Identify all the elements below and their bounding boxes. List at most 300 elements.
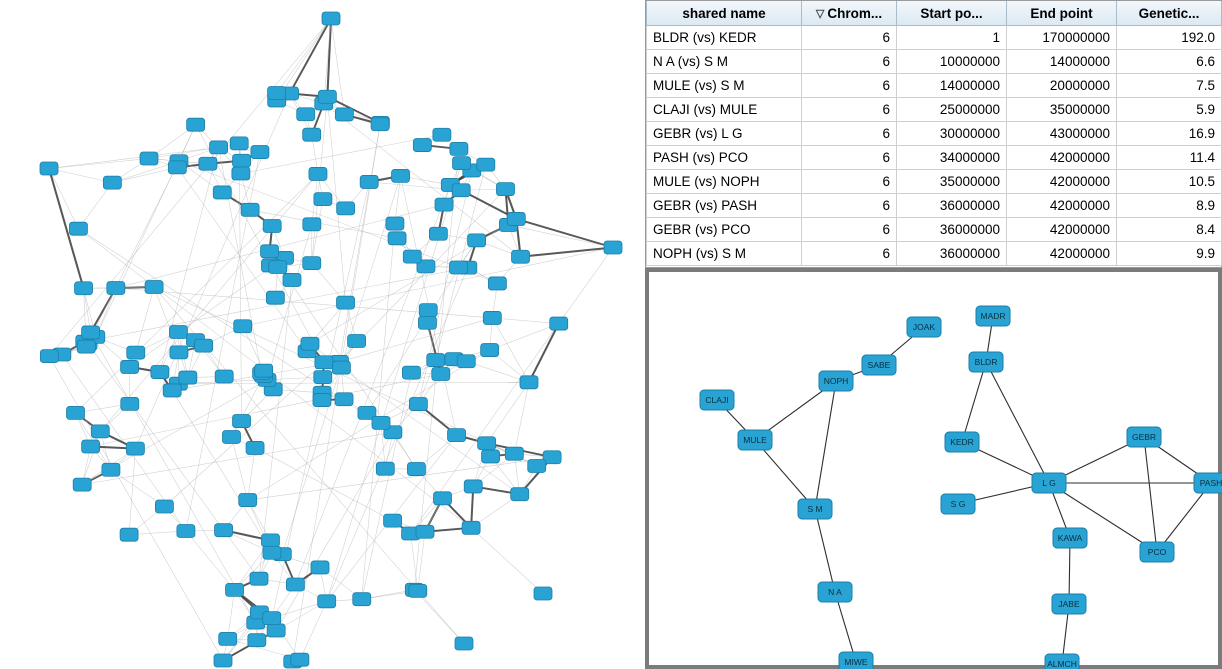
network-edge[interactable]	[471, 528, 543, 594]
network-node[interactable]	[77, 340, 95, 353]
network-node[interactable]	[505, 447, 523, 460]
node-shape[interactable]	[241, 203, 259, 216]
network-node[interactable]	[251, 146, 269, 159]
network-node[interactable]	[266, 291, 284, 304]
network-edge[interactable]	[492, 318, 558, 324]
node-shape[interactable]	[318, 90, 336, 103]
network-edge[interactable]	[241, 135, 442, 174]
node-shape[interactable]	[945, 432, 979, 452]
network-node[interactable]	[528, 460, 546, 473]
node-shape[interactable]	[505, 447, 523, 460]
network-node[interactable]	[450, 261, 468, 274]
node-shape[interactable]	[1045, 654, 1079, 669]
network-node[interactable]	[481, 344, 499, 357]
network-edge[interactable]	[228, 590, 235, 639]
table-row[interactable]	[647, 242, 1222, 266]
network-node[interactable]	[226, 583, 244, 596]
node-shape[interactable]	[239, 494, 257, 507]
node-shape[interactable]	[969, 352, 1003, 372]
table-cell[interactable]: GEBR (vs) PCO	[647, 218, 802, 242]
node-shape[interactable]	[303, 257, 321, 270]
table-cell[interactable]: 10.5	[1117, 170, 1222, 194]
node-shape[interactable]	[67, 406, 85, 419]
node-shape[interactable]	[233, 154, 251, 167]
network-node[interactable]	[107, 282, 125, 295]
node-shape[interactable]	[40, 162, 58, 175]
network-node[interactable]	[335, 393, 353, 406]
network-node[interactable]	[303, 128, 321, 141]
table-cell[interactable]: 14000000	[897, 74, 1007, 98]
network-node[interactable]	[386, 217, 404, 230]
subnetwork-node[interactable]	[862, 355, 896, 375]
network-node[interactable]	[195, 339, 213, 352]
network-node[interactable]	[232, 167, 250, 180]
node-shape[interactable]	[482, 450, 500, 463]
node-shape[interactable]	[69, 222, 87, 235]
network-node[interactable]	[67, 406, 85, 419]
node-shape[interactable]	[261, 245, 279, 258]
network-edge[interactable]	[186, 531, 235, 590]
node-shape[interactable]	[210, 141, 228, 154]
node-shape[interactable]	[386, 217, 404, 230]
node-shape[interactable]	[371, 118, 389, 131]
network-edge[interactable]	[277, 19, 331, 93]
node-shape[interactable]	[462, 521, 480, 534]
table-cell[interactable]: 6.6	[1117, 50, 1222, 74]
node-shape[interactable]	[40, 350, 58, 363]
table-cell[interactable]: 6	[802, 218, 897, 242]
node-shape[interactable]	[360, 175, 378, 188]
node-shape[interactable]	[145, 281, 163, 294]
node-shape[interactable]	[215, 524, 233, 537]
table-cell[interactable]: 6	[802, 242, 897, 266]
network-node[interactable]	[520, 376, 538, 389]
node-shape[interactable]	[413, 139, 431, 152]
node-shape[interactable]	[121, 360, 139, 373]
network-edge[interactable]	[516, 219, 613, 248]
table-row[interactable]	[647, 122, 1222, 146]
table-cell[interactable]: N A (vs) S M	[647, 50, 802, 74]
subnetwork-node[interactable]	[945, 432, 979, 452]
network-node[interactable]	[214, 654, 232, 667]
network-node[interactable]	[268, 86, 286, 99]
network-node[interactable]	[250, 572, 268, 585]
network-node[interactable]	[170, 346, 188, 359]
node-shape[interactable]	[435, 198, 453, 211]
node-shape[interactable]	[266, 291, 284, 304]
network-node[interactable]	[297, 108, 315, 121]
network-node[interactable]	[315, 356, 333, 369]
table-cell[interactable]: 42000000	[1007, 146, 1117, 170]
network-edge[interactable]	[49, 169, 112, 183]
network-node[interactable]	[286, 578, 304, 591]
node-shape[interactable]	[102, 463, 120, 476]
node-shape[interactable]	[121, 397, 139, 410]
table-cell[interactable]: 30000000	[897, 122, 1007, 146]
node-shape[interactable]	[268, 86, 286, 99]
node-shape[interactable]	[1053, 528, 1087, 548]
subnetwork-node[interactable]	[1045, 654, 1079, 669]
network-node[interactable]	[199, 157, 217, 170]
node-shape[interactable]	[291, 653, 309, 666]
node-shape[interactable]	[457, 355, 475, 368]
network-node[interactable]	[464, 480, 482, 493]
network-node[interactable]	[177, 524, 195, 537]
network-node[interactable]	[145, 281, 163, 294]
node-shape[interactable]	[372, 416, 390, 429]
node-shape[interactable]	[407, 463, 425, 476]
network-node[interactable]	[261, 534, 279, 547]
table-cell[interactable]: 43000000	[1007, 122, 1117, 146]
network-node[interactable]	[187, 118, 205, 131]
subnetwork-edge[interactable]	[1144, 437, 1157, 552]
node-shape[interactable]	[1127, 427, 1161, 447]
node-shape[interactable]	[233, 415, 251, 428]
node-shape[interactable]	[230, 137, 248, 150]
table-cell[interactable]: 36000000	[897, 194, 1007, 218]
network-node[interactable]	[126, 442, 144, 455]
network-node[interactable]	[303, 218, 321, 231]
table-cell[interactable]: 16.9	[1117, 122, 1222, 146]
node-shape[interactable]	[450, 261, 468, 274]
node-shape[interactable]	[322, 12, 340, 25]
table-cell[interactable]: 25000000	[897, 98, 1007, 122]
network-node[interactable]	[482, 450, 500, 463]
node-shape[interactable]	[418, 316, 436, 329]
subnetwork-edge[interactable]	[986, 362, 1049, 483]
network-node[interactable]	[314, 193, 332, 206]
node-shape[interactable]	[234, 320, 252, 333]
subnetwork-node[interactable]	[738, 430, 772, 450]
subnetwork-edge[interactable]	[815, 509, 835, 592]
node-shape[interactable]	[255, 364, 273, 377]
table-cell[interactable]: MULE (vs) NOPH	[647, 170, 802, 194]
subnetwork-node[interactable]	[1194, 473, 1222, 493]
network-node[interactable]	[604, 241, 622, 254]
table-cell[interactable]: 6	[802, 122, 897, 146]
network-node[interactable]	[215, 524, 233, 537]
subnetwork-node[interactable]	[941, 494, 975, 514]
node-shape[interactable]	[468, 234, 486, 247]
node-shape[interactable]	[453, 157, 471, 170]
network-node[interactable]	[388, 232, 406, 245]
node-shape[interactable]	[452, 184, 470, 197]
network-node[interactable]	[402, 366, 420, 379]
node-shape[interactable]	[388, 232, 406, 245]
node-shape[interactable]	[213, 186, 231, 199]
node-shape[interactable]	[434, 492, 452, 505]
node-shape[interactable]	[419, 304, 437, 317]
network-node[interactable]	[384, 514, 402, 527]
network-node[interactable]	[313, 394, 331, 407]
network-node[interactable]	[82, 440, 100, 453]
node-shape[interactable]	[179, 371, 197, 384]
network-node[interactable]	[409, 584, 427, 597]
node-shape[interactable]	[75, 282, 93, 295]
subnetwork-node[interactable]	[969, 352, 1003, 372]
node-shape[interactable]	[798, 499, 832, 519]
network-node[interactable]	[234, 320, 252, 333]
node-shape[interactable]	[163, 384, 181, 397]
node-shape[interactable]	[738, 430, 772, 450]
node-shape[interactable]	[512, 250, 530, 263]
subnetwork-view[interactable]	[645, 268, 1222, 669]
filter-icon[interactable]: ▽	[815, 8, 825, 21]
table-cell[interactable]: BLDR (vs) KEDR	[647, 26, 802, 50]
network-node[interactable]	[488, 277, 506, 290]
network-node[interactable]	[318, 595, 336, 608]
node-shape[interactable]	[309, 167, 327, 180]
node-shape[interactable]	[314, 371, 332, 384]
network-node[interactable]	[73, 478, 91, 491]
network-node[interactable]	[40, 162, 58, 175]
network-node[interactable]	[511, 488, 529, 501]
table-cell[interactable]: 7.5	[1117, 74, 1222, 98]
node-shape[interactable]	[263, 612, 281, 625]
table-header-shared-name[interactable]	[647, 1, 802, 26]
network-node[interactable]	[267, 624, 285, 637]
subnetwork-node[interactable]	[1032, 473, 1066, 493]
network-nodes[interactable]	[40, 12, 622, 668]
network-node[interactable]	[462, 521, 480, 534]
table-cell[interactable]: 10000000	[897, 50, 1007, 74]
table-cell[interactable]: 6	[802, 98, 897, 122]
network-node[interactable]	[301, 337, 319, 350]
network-node[interactable]	[337, 202, 355, 215]
node-shape[interactable]	[432, 368, 450, 381]
network-node[interactable]	[222, 431, 240, 444]
network-node[interactable]	[360, 175, 378, 188]
node-shape[interactable]	[353, 593, 371, 606]
subnetwork-node[interactable]	[976, 306, 1010, 326]
node-shape[interactable]	[126, 442, 144, 455]
table-cell[interactable]: 42000000	[1007, 218, 1117, 242]
table-cell[interactable]: 42000000	[1007, 194, 1117, 218]
network-node[interactable]	[348, 334, 366, 347]
network-node[interactable]	[435, 198, 453, 211]
node-shape[interactable]	[313, 394, 331, 407]
network-node[interactable]	[283, 273, 301, 286]
network-edge[interactable]	[129, 449, 135, 535]
node-shape[interactable]	[91, 425, 109, 438]
network-edge[interactable]	[248, 350, 490, 500]
node-shape[interactable]	[348, 334, 366, 347]
node-shape[interactable]	[311, 561, 329, 574]
table-row[interactable]	[647, 26, 1222, 50]
network-node[interactable]	[263, 220, 281, 233]
network-node[interactable]	[433, 128, 451, 141]
network-node[interactable]	[40, 350, 58, 363]
node-shape[interactable]	[332, 361, 350, 374]
network-node[interactable]	[230, 137, 248, 150]
node-shape[interactable]	[1032, 473, 1066, 493]
network-node[interactable]	[69, 222, 87, 235]
network-node[interactable]	[335, 108, 353, 121]
node-shape[interactable]	[700, 390, 734, 410]
table-cell[interactable]: 36000000	[897, 218, 1007, 242]
table-header-genetic[interactable]	[1117, 1, 1222, 26]
node-shape[interactable]	[215, 370, 233, 383]
network-node[interactable]	[409, 398, 427, 411]
network-edge[interactable]	[136, 287, 154, 353]
network-node[interactable]	[311, 561, 329, 574]
network-node[interactable]	[102, 463, 120, 476]
table-cell[interactable]: 11.4	[1117, 146, 1222, 170]
table-cell[interactable]: GEBR (vs) PASH	[647, 194, 802, 218]
node-shape[interactable]	[427, 354, 445, 367]
table-cell[interactable]: 192.0	[1117, 26, 1222, 50]
node-shape[interactable]	[481, 344, 499, 357]
node-shape[interactable]	[819, 371, 853, 391]
node-shape[interactable]	[261, 534, 279, 547]
network-edge[interactable]	[300, 601, 327, 659]
node-shape[interactable]	[483, 311, 501, 324]
table-cell[interactable]: CLAJI (vs) MULE	[647, 98, 802, 122]
subnetwork-nodes[interactable]	[700, 306, 1222, 669]
node-shape[interactable]	[103, 176, 121, 189]
node-shape[interactable]	[199, 157, 217, 170]
node-shape[interactable]	[1052, 594, 1086, 614]
node-shape[interactable]	[941, 494, 975, 514]
table-cell[interactable]: 170000000	[1007, 26, 1117, 50]
network-node[interactable]	[434, 492, 452, 505]
table-cell[interactable]: 8.4	[1117, 218, 1222, 242]
node-shape[interactable]	[976, 306, 1010, 326]
node-shape[interactable]	[297, 108, 315, 121]
table-row[interactable]	[647, 146, 1222, 170]
network-node[interactable]	[263, 546, 281, 559]
network-node[interactable]	[309, 167, 327, 180]
subnetwork-node[interactable]	[1140, 542, 1174, 562]
network-node[interactable]	[318, 90, 336, 103]
network-node[interactable]	[120, 528, 138, 541]
node-shape[interactable]	[314, 193, 332, 206]
table-row[interactable]	[647, 98, 1222, 122]
network-edge[interactable]	[85, 268, 468, 342]
table-cell[interactable]: 5.9	[1117, 98, 1222, 122]
network-edge[interactable]	[418, 532, 425, 591]
node-shape[interactable]	[337, 296, 355, 309]
table-row[interactable]	[647, 50, 1222, 74]
network-node[interactable]	[91, 425, 109, 438]
node-shape[interactable]	[222, 431, 240, 444]
network-node[interactable]	[291, 653, 309, 666]
network-node[interactable]	[419, 304, 437, 317]
subnetwork-node[interactable]	[1127, 427, 1161, 447]
table-row[interactable]	[647, 74, 1222, 98]
subnetwork-node[interactable]	[798, 499, 832, 519]
table-row[interactable]	[647, 194, 1222, 218]
table-cell[interactable]: 8.9	[1117, 194, 1222, 218]
network-node[interactable]	[213, 186, 231, 199]
node-shape[interactable]	[267, 624, 285, 637]
table-cell[interactable]: 35000000	[1007, 98, 1117, 122]
table-cell[interactable]: 6	[802, 74, 897, 98]
network-edge[interactable]	[86, 161, 179, 346]
table-cell[interactable]: GEBR (vs) L G	[647, 122, 802, 146]
node-shape[interactable]	[214, 654, 232, 667]
node-shape[interactable]	[520, 376, 538, 389]
network-node[interactable]	[477, 158, 495, 171]
table-cell[interactable]: 14000000	[1007, 50, 1117, 74]
network-node[interactable]	[453, 157, 471, 170]
node-shape[interactable]	[416, 525, 434, 538]
table-cell[interactable]: 6	[802, 146, 897, 170]
node-shape[interactable]	[818, 582, 852, 602]
table-cell[interactable]: 42000000	[1007, 242, 1117, 266]
subnetwork-node[interactable]	[1053, 528, 1087, 548]
table-cell[interactable]: NOPH (vs) S M	[647, 242, 802, 266]
node-shape[interactable]	[488, 277, 506, 290]
node-shape[interactable]	[450, 142, 468, 155]
node-shape[interactable]	[219, 632, 237, 645]
network-node[interactable]	[210, 141, 228, 154]
node-shape[interactable]	[448, 429, 466, 442]
network-edge[interactable]	[290, 19, 331, 94]
network-node[interactable]	[418, 316, 436, 329]
network-node[interactable]	[413, 139, 431, 152]
network-node[interactable]	[248, 634, 266, 647]
network-node[interactable]	[314, 371, 332, 384]
node-shape[interactable]	[392, 169, 410, 182]
node-shape[interactable]	[511, 488, 529, 501]
node-shape[interactable]	[429, 227, 447, 240]
node-shape[interactable]	[550, 317, 568, 330]
network-node[interactable]	[448, 429, 466, 442]
network-node[interactable]	[353, 593, 371, 606]
node-shape[interactable]	[301, 337, 319, 350]
network-node[interactable]	[233, 415, 251, 428]
node-shape[interactable]	[604, 241, 622, 254]
subnetwork-edge[interactable]	[962, 362, 986, 442]
network-node[interactable]	[429, 227, 447, 240]
table-cell[interactable]: 1	[897, 26, 1007, 50]
network-node[interactable]	[550, 317, 568, 330]
network-node[interactable]	[82, 326, 100, 339]
node-shape[interactable]	[77, 340, 95, 353]
node-shape[interactable]	[839, 652, 873, 669]
network-node[interactable]	[392, 169, 410, 182]
network-node[interactable]	[416, 525, 434, 538]
network-node[interactable]	[121, 397, 139, 410]
network-node[interactable]	[337, 296, 355, 309]
table-cell[interactable]: 34000000	[897, 146, 1007, 170]
network-edge[interactable]	[521, 248, 613, 257]
table-cell[interactable]: 6	[802, 194, 897, 218]
network-edge[interactable]	[49, 159, 149, 169]
node-shape[interactable]	[248, 634, 266, 647]
network-node[interactable]	[219, 632, 237, 645]
node-shape[interactable]	[286, 578, 304, 591]
node-shape[interactable]	[335, 393, 353, 406]
node-shape[interactable]	[246, 441, 264, 454]
node-shape[interactable]	[155, 500, 173, 513]
node-shape[interactable]	[496, 183, 514, 196]
table-cell[interactable]: 6	[802, 26, 897, 50]
table-header-end-point[interactable]	[1007, 1, 1117, 26]
network-edge[interactable]	[112, 167, 177, 182]
edge-table[interactable]	[646, 1, 1222, 266]
table-cell[interactable]: 20000000	[1007, 74, 1117, 98]
node-shape[interactable]	[303, 218, 321, 231]
node-shape[interactable]	[1140, 542, 1174, 562]
network-node[interactable]	[376, 462, 394, 475]
node-shape[interactable]	[303, 128, 321, 141]
table-cell[interactable]: 36000000	[897, 242, 1007, 266]
table-body[interactable]	[647, 26, 1222, 266]
node-shape[interactable]	[464, 480, 482, 493]
node-shape[interactable]	[263, 546, 281, 559]
